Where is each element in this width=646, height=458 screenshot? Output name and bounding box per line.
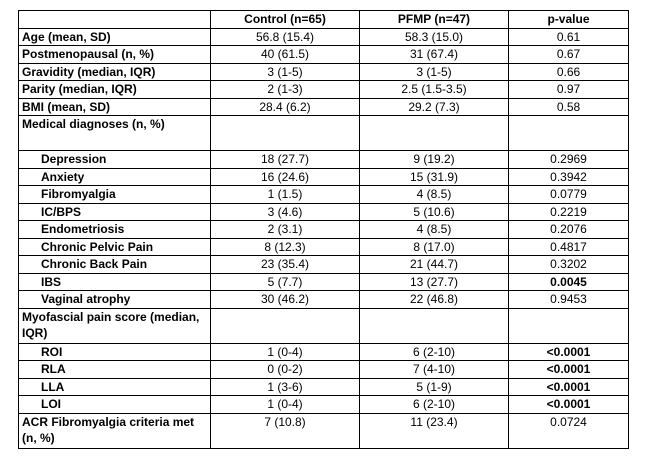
header-pfmp: PFMP (n=47) (360, 11, 509, 29)
table-row (19, 98, 629, 116)
p-value: 0.2076 (509, 221, 629, 239)
pfmp-value: 15 (31.9) (360, 168, 509, 186)
row-label: Medical diagnoses (n, %) (19, 116, 211, 151)
p-value: 0.3942 (509, 168, 629, 186)
control-value (211, 308, 360, 343)
pfmp-value: 3 (1-5) (360, 63, 509, 81)
p-value: 0.2969 (509, 151, 629, 169)
row-label: Gravidity (median, IQR) (19, 63, 211, 81)
table-row (19, 63, 629, 81)
row-label: Age (mean, SD) (19, 28, 211, 46)
row-label: Endometriosis (19, 221, 211, 239)
control-value: 16 (24.6) (211, 168, 360, 186)
table-row (19, 308, 629, 343)
control-value: 8 (12.3) (211, 238, 360, 256)
table-row (19, 343, 629, 361)
table-row (19, 81, 629, 99)
p-value: 0.3202 (509, 256, 629, 274)
p-value: 0.61 (509, 28, 629, 46)
row-label: IBS (19, 273, 211, 291)
row-label: Myofascial pain score (median, IQR) (19, 308, 211, 343)
p-value: 0.4817 (509, 238, 629, 256)
row-label: BMI (mean, SD) (19, 98, 211, 116)
comparison-table-container (18, 10, 629, 449)
pfmp-value: 58.3 (15.0) (360, 28, 509, 46)
p-value: <0.0001 (509, 361, 629, 379)
pfmp-value: 5 (1-9) (360, 378, 509, 396)
pfmp-value: 4 (8.5) (360, 186, 509, 204)
row-label: Postmenopausal (n, %) (19, 46, 211, 64)
table-row (19, 413, 629, 448)
row-label: LLA (19, 378, 211, 396)
table-row (19, 221, 629, 239)
table-row (19, 396, 629, 414)
p-value: 0.67 (509, 46, 629, 64)
table-row (19, 151, 629, 169)
control-value: 18 (27.7) (211, 151, 360, 169)
header-control: Control (n=65) (211, 11, 360, 29)
pfmp-value: 29.2 (7.3) (360, 98, 509, 116)
control-value: 1 (0-4) (211, 396, 360, 414)
pfmp-value: 4 (8.5) (360, 221, 509, 239)
control-value: 7 (10.8) (211, 413, 360, 448)
control-value: 40 (61.5) (211, 46, 360, 64)
table-row (19, 256, 629, 274)
table-row (19, 46, 629, 64)
p-value: <0.0001 (509, 343, 629, 361)
p-value: 0.58 (509, 98, 629, 116)
pfmp-value: 21 (44.7) (360, 256, 509, 274)
p-value: 0.66 (509, 63, 629, 81)
row-label: ACR Fibromyalgia criteria met (n, %) (19, 413, 211, 448)
row-label: Vaginal atrophy (19, 291, 211, 309)
control-value: 2 (1-3) (211, 81, 360, 99)
pfmp-value: 31 (67.4) (360, 46, 509, 64)
row-label: Parity (median, IQR) (19, 81, 211, 99)
control-value: 5 (7.7) (211, 273, 360, 291)
p-value: 0.97 (509, 81, 629, 99)
control-value: 3 (4.6) (211, 203, 360, 221)
table-row (19, 361, 629, 379)
row-label: Anxiety (19, 168, 211, 186)
pfmp-value: 13 (27.7) (360, 273, 509, 291)
pfmp-value (360, 116, 509, 151)
pfmp-value: 9 (19.2) (360, 151, 509, 169)
table-row (19, 116, 629, 151)
pfmp-value: 6 (2-10) (360, 343, 509, 361)
header-row (19, 11, 629, 29)
pfmp-value: 2.5 (1.5-3.5) (360, 81, 509, 99)
table-row (19, 28, 629, 46)
pfmp-value: 6 (2-10) (360, 396, 509, 414)
control-value: 0 (0-2) (211, 361, 360, 379)
control-value (211, 116, 360, 151)
p-value (509, 308, 629, 343)
table-row (19, 378, 629, 396)
row-label: LOI (19, 396, 211, 414)
control-value: 3 (1-5) (211, 63, 360, 81)
p-value: <0.0001 (509, 396, 629, 414)
control-value: 56.8 (15.4) (211, 28, 360, 46)
pfmp-value (360, 308, 509, 343)
p-value: <0.0001 (509, 378, 629, 396)
table-row (19, 238, 629, 256)
control-value: 2 (3.1) (211, 221, 360, 239)
control-value: 1 (3-6) (211, 378, 360, 396)
pfmp-value: 5 (10.6) (360, 203, 509, 221)
p-value: 0.9453 (509, 291, 629, 309)
table-row (19, 291, 629, 309)
table-row (19, 186, 629, 204)
p-value: 0.0724 (509, 413, 629, 448)
control-value: 28.4 (6.2) (211, 98, 360, 116)
row-label: Chronic Pelvic Pain (19, 238, 211, 256)
p-value: 0.0045 (509, 273, 629, 291)
row-label: RLA (19, 361, 211, 379)
pfmp-value: 7 (4-10) (360, 361, 509, 379)
comparison-table (18, 10, 629, 449)
table-row (19, 203, 629, 221)
control-value: 1 (1.5) (211, 186, 360, 204)
control-value: 1 (0-4) (211, 343, 360, 361)
p-value: 0.0779 (509, 186, 629, 204)
table-row (19, 168, 629, 186)
pfmp-value: 8 (17.0) (360, 238, 509, 256)
pfmp-value: 11 (23.4) (360, 413, 509, 448)
control-value: 30 (46.2) (211, 291, 360, 309)
row-label: IC/BPS (19, 203, 211, 221)
header-p-value: p-value (509, 11, 629, 29)
table-row (19, 273, 629, 291)
row-label: ROI (19, 343, 211, 361)
p-value: 0.2219 (509, 203, 629, 221)
row-label: Fibromyalgia (19, 186, 211, 204)
control-value: 23 (35.4) (211, 256, 360, 274)
header-label (19, 11, 211, 29)
table-body (19, 28, 629, 448)
row-label: Depression (19, 151, 211, 169)
p-value (509, 116, 629, 151)
pfmp-value: 22 (46.8) (360, 291, 509, 309)
row-label: Chronic Back Pain (19, 256, 211, 274)
